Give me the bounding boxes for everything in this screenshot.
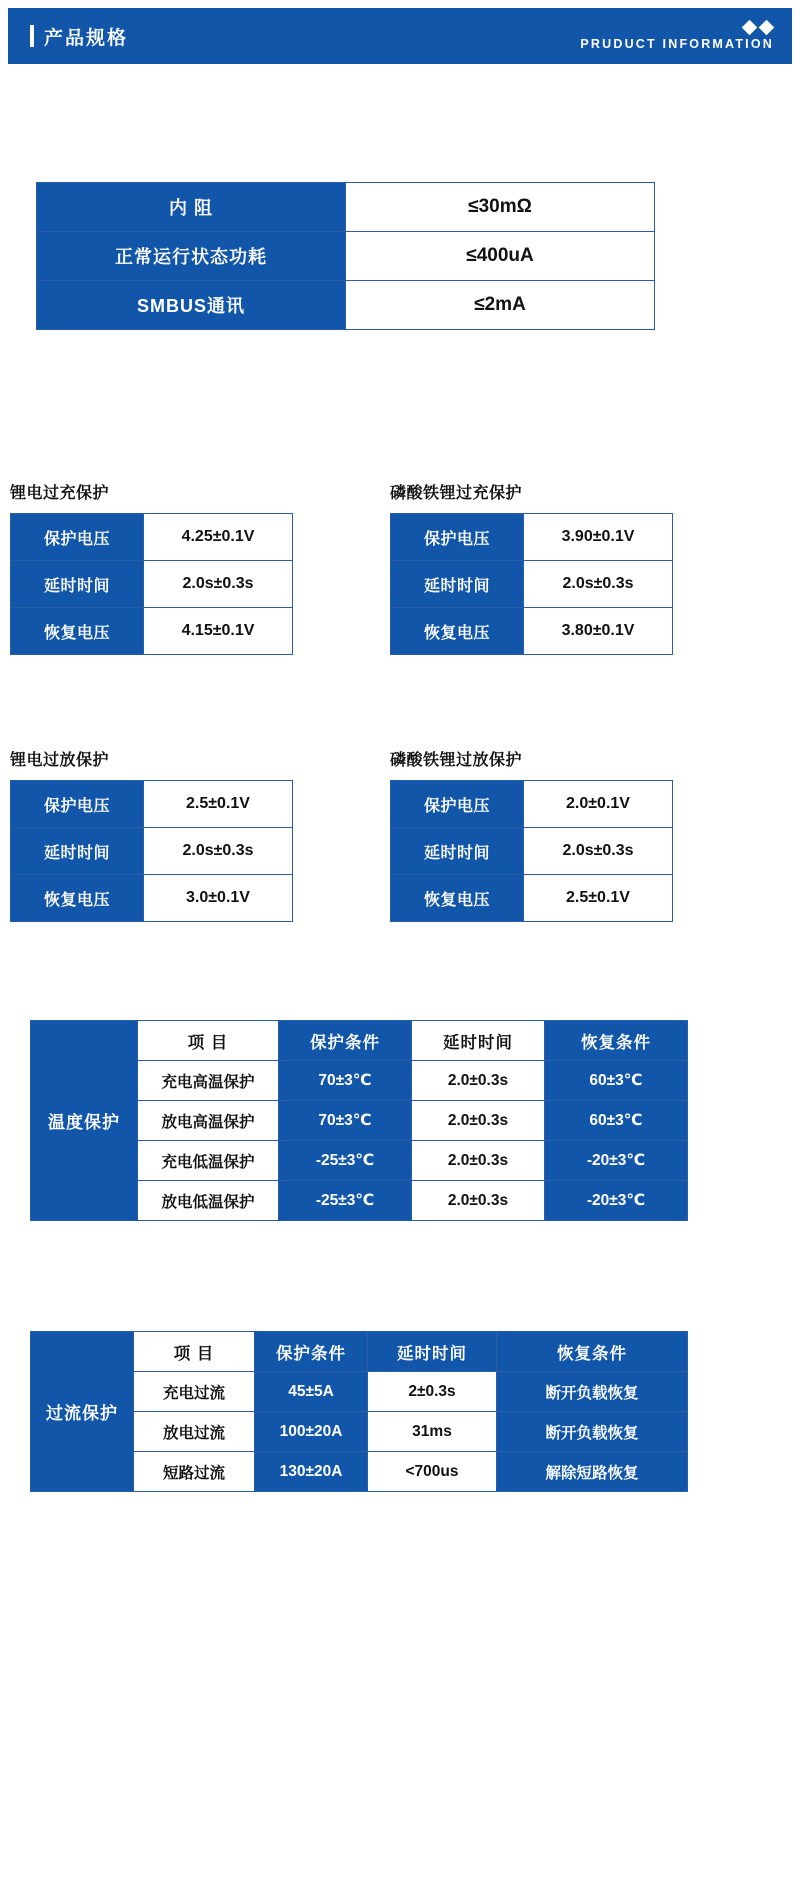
row-key: 延时时间 [11,561,144,608]
overdischarge-row [10,747,800,922]
row-key: 恢复电压 [11,875,144,922]
table-row [31,1021,688,1061]
overcurrent-header-recover: 恢复条件 [497,1332,688,1372]
diamond-decoration-icon [744,22,772,33]
row-value: 2.0±0.1V [524,781,673,828]
overdischarge-lifepo4-table [390,780,673,922]
spec-table-section [36,182,800,330]
spec-table [36,182,655,330]
row-value: 2.5±0.1V [524,875,673,922]
table-row [391,828,673,875]
overcurrent-protect: 130±20A [255,1452,368,1492]
overcurrent-delay: 2±0.3s [368,1372,497,1412]
temperature-recover: 60±3℃ [545,1061,688,1101]
overdischarge-section [10,747,800,922]
page-title: 产品规格 [44,27,129,49]
row-value: 2.0s±0.3s [144,828,293,875]
overcurrent-recover: 解除短路恢复 [497,1452,688,1492]
row-value: 4.15±0.1V [144,608,293,655]
overcurrent-header-protect: 保护条件 [255,1332,368,1372]
table-row [11,781,293,828]
row-value: 2.0s±0.3s [524,828,673,875]
product-specification-page [0,8,800,1881]
overcurrent-protect: 100±20A [255,1412,368,1452]
overcharge-lifepo4-block [390,480,770,655]
overdischarge-lithium-table [10,780,293,922]
row-key: 延时时间 [391,561,524,608]
temperature-section [30,1020,800,1221]
row-value: 2.5±0.1V [144,781,293,828]
table-row [37,232,655,281]
table-row [11,514,293,561]
overdischarge-lifepo4-block [390,747,770,922]
table-row [31,1332,688,1372]
row-key: 延时时间 [11,828,144,875]
row-key: 保护电压 [11,781,144,828]
row-key: 保护电压 [11,514,144,561]
overcurrent-table [30,1331,688,1492]
row-key: 恢复电压 [11,608,144,655]
overcharge-lithium-table [10,513,293,655]
table-row [11,561,293,608]
overcurrent-item: 放电过流 [134,1412,255,1452]
temperature-recover: 60±3℃ [545,1101,688,1141]
temperature-delay: 2.0±0.3s [412,1101,545,1141]
temperature-protect: 70±3℃ [279,1101,412,1141]
diamond-shape-icon [742,19,758,35]
table-row [37,183,655,232]
temperature-protect: -25±3℃ [279,1181,412,1221]
header-subtitle: PRUDUCT INFORMATION [580,36,774,51]
temperature-table [30,1020,688,1221]
table-row [37,281,655,330]
row-value: 4.25±0.1V [144,514,293,561]
temperature-header-protect: 保护条件 [279,1021,412,1061]
overcurrent-side-label: 过流保护 [31,1332,134,1492]
spec-value: ≤2mA [346,281,655,330]
page-header [8,8,792,64]
overcurrent-recover: 断开负载恢复 [497,1372,688,1412]
overcharge-lifepo4-title: 磷酸铁锂过充保护 [390,485,523,502]
temperature-recover: -20±3℃ [545,1181,688,1221]
spec-key: SMBUS通讯 [37,281,346,330]
temperature-delay: 2.0±0.3s [412,1181,545,1221]
overcurrent-recover: 断开负载恢复 [497,1412,688,1452]
table-row [11,875,293,922]
row-value: 2.0s±0.3s [144,561,293,608]
row-value: 3.90±0.1V [524,514,673,561]
overdischarge-lithium-block [10,747,390,922]
temperature-item: 放电高温保护 [138,1101,279,1141]
row-key: 保护电压 [391,514,524,561]
overcurrent-delay: <700us [368,1452,497,1492]
temperature-header-recover: 恢复条件 [545,1021,688,1061]
temperature-delay: 2.0±0.3s [412,1141,545,1181]
row-key: 保护电压 [391,781,524,828]
temperature-item: 放电低温保护 [138,1181,279,1221]
overcharge-section [10,480,800,655]
diamond-shape-icon [759,19,775,35]
temperature-protect: 70±3℃ [279,1061,412,1101]
row-key: 恢复电压 [391,875,524,922]
row-value: 3.0±0.1V [144,875,293,922]
temperature-side-label: 温度保护 [31,1021,138,1221]
overcurrent-protect: 45±5A [255,1372,368,1412]
temperature-header-delay: 延时时间 [412,1021,545,1061]
overcharge-lifepo4-table [390,513,673,655]
overcharge-row [10,480,800,655]
row-key: 恢复电压 [391,608,524,655]
table-row [391,608,673,655]
overcurrent-item: 充电过流 [134,1372,255,1412]
table-row [391,875,673,922]
header-right-group [580,22,774,51]
overcharge-lithium-block [10,480,390,655]
overcurrent-section [30,1331,800,1492]
spec-value: ≤400uA [346,232,655,281]
overdischarge-lifepo4-title: 磷酸铁锂过放保护 [390,752,523,769]
header-left-group [30,23,128,50]
overcurrent-delay: 31ms [368,1412,497,1452]
row-value: 3.80±0.1V [524,608,673,655]
temperature-recover: -20±3℃ [545,1141,688,1181]
table-row [391,781,673,828]
table-row [11,828,293,875]
overdischarge-lithium-title: 锂电过放保护 [10,752,110,769]
row-value: 2.0s±0.3s [524,561,673,608]
temperature-header-item: 项 目 [138,1021,279,1061]
overcurrent-header-delay: 延时时间 [368,1332,497,1372]
overcharge-lithium-title: 锂电过充保护 [10,485,110,502]
temperature-protect: -25±3℃ [279,1141,412,1181]
overcurrent-item: 短路过流 [134,1452,255,1492]
temperature-item: 充电低温保护 [138,1141,279,1181]
header-accent-bar [30,25,34,47]
temperature-delay: 2.0±0.3s [412,1061,545,1101]
spec-key: 内 阻 [37,183,346,232]
row-key: 延时时间 [391,828,524,875]
spec-key: 正常运行状态功耗 [37,232,346,281]
table-row [11,608,293,655]
spec-value: ≤30mΩ [346,183,655,232]
overcurrent-header-item: 项 目 [134,1332,255,1372]
table-row [391,514,673,561]
temperature-item: 充电高温保护 [138,1061,279,1101]
table-row [391,561,673,608]
